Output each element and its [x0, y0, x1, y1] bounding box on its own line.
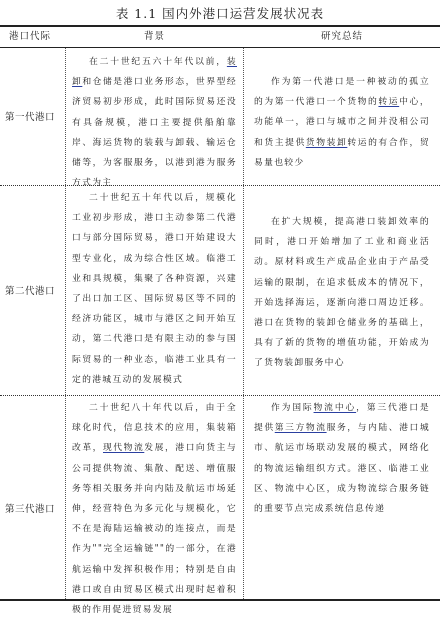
header-summary: 研究总结 [320, 31, 363, 42]
generation-cell: 第三代港口 [4, 504, 55, 515]
cell-text: 发展，港口向货主与公司提供物流、集散、配送、增值服务等相关服务并向内陆及航运市场延伸，经营特色为多元化与规模化，它不在是海陆运输被动的连接点，而是作为""完全运输链""的一部分，在港航运输中发挥积极作用；特别是自由港口或自由贸易区模式出现时起着积极的作用促进贸易发展 [72, 443, 238, 616]
background-cell [72, 188, 237, 394]
header-rule [0, 47, 440, 48]
top-rule [0, 25, 440, 27]
underlined-term: 装卸 [72, 57, 237, 88]
underlined-term: 转运 [378, 97, 400, 108]
generation-cell: 第二代港口 [4, 286, 55, 297]
column-divider [243, 48, 244, 599]
generation-cell: 第一代港口 [4, 112, 55, 123]
underlined-term: 现代物流 [102, 443, 145, 454]
cell-text: 作为第一代港口是一种被动的孤立的为第一代港口一个货物的 [254, 77, 430, 108]
row-divider [0, 185, 440, 186]
row-divider [0, 395, 440, 396]
cell-text: 中心，功能单一，港口与城市之间并没相公司和货主提供 [254, 97, 431, 148]
underlined-term: 货物装卸 [305, 137, 348, 148]
summary-cell [254, 398, 430, 548]
cell-text: 和仓储是港口业务形态，世界型经济贸易初步形成，此时国际贸易还没有具备规模，港口主要提供船舶靠岸、海运货物的装载与卸载、输运仓储等，为客服服务，以港到港为服务方式为主 [72, 77, 237, 189]
cell-text: 服务，与内陆、港口城市、航运市场联动发展的模式，网络化的物流运输组织方式。港区、临港工业区、物流中心区，成为物流综合服务链的重要节点完成系统信息传递 [254, 423, 430, 515]
summary-cell [254, 212, 430, 384]
cell-text: 二十世纪八十年代以后，由于全球化时代，信息技术的应用，集装箱改革， [72, 403, 237, 454]
table-title: 表 1.1 国内外港口运营发展状况表 [115, 6, 325, 21]
cell-text: 在二十世纪五六十年代以前， [89, 57, 227, 67]
summary-cell [254, 72, 430, 172]
header-generation: 港口代际 [8, 31, 51, 42]
background-cell [72, 52, 237, 189]
cell-text: 在扩大规模，提高港口装卸效率的同时，港口开始增加了工业和商业活动。原材料或生产成品企业由于产品受运输的限制，在追求低成本的情况下，开始选择海运，逐渐向港口周边迁移。港口在货物的装卸仓储业务的基础上，具有了新的货物的增值功能，开始成为了货物装卸服务中心 [254, 217, 430, 369]
cell-text: 作为国际 [271, 403, 314, 413]
header-background: 背景 [143, 31, 165, 42]
background-cell [72, 398, 238, 616]
underlined-term: 第三方物流 [274, 423, 327, 434]
column-divider [65, 48, 66, 599]
cell-text: 转运的有合作，贸易量也较少 [254, 137, 430, 168]
cell-text: ，第三代港口是提供 [254, 403, 430, 434]
underlined-term: 物流中心 [313, 403, 357, 413]
cell-text: 二十世纪五十年代以后，规模化工业初步形成，港口主动参第二代港口与部分国际贸易，港口开始建设大型专业化，成为综合性区域。临港工业和具规模，集聚了各种资源，兴建了出口加工区、国际贸易区等不同的经济功能区，城市与港区之间开始互动，第二代港口是有限主动的参与国际贸易的一种业态，临港工业具有一定的港城互动的发展模式 [72, 193, 237, 385]
